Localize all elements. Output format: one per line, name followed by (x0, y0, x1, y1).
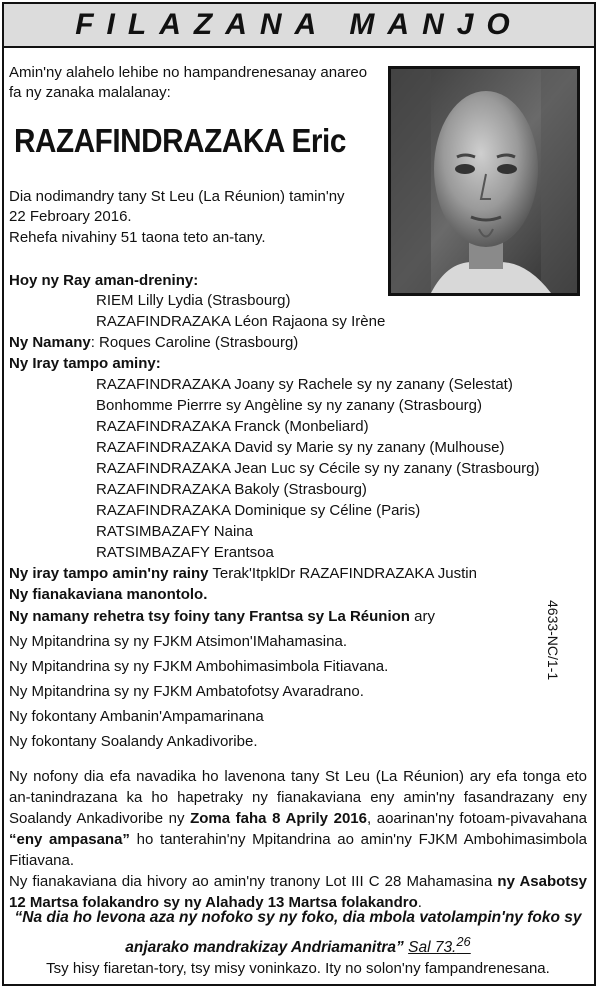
death-line-3: Rehefa nivahiny 51 taona teto an-tany. (9, 229, 266, 246)
announcement-text-4: Ny fianakaviana dia hivory ao amin'ny tranony Lot III C 28 Mahamasina (9, 873, 498, 890)
sibling-name: RAZAFINDRAZAKA David sy Marie sy ny zanany (Mulhouse) (96, 439, 505, 456)
announcement-text-2: , aoarinan'ny fotoam-pivavahana (366, 810, 587, 827)
announcement-paragraph (9, 766, 587, 913)
obituary-title: FILAZANA MANJO (4, 4, 594, 48)
intro-line-1: Amin'ny alahelo lehibe no hampandrenesanay anareo (9, 64, 368, 81)
sibling-name: RAZAFINDRAZAKA Jean Luc sy Cécile sy ny zanany (Strasbourg) (96, 460, 540, 477)
announcement-gathering: ny Asabotsy 12 Martsa folakandro sy ny Alahady 13 Martsa folakandro (9, 873, 587, 911)
spouse-line (9, 332, 298, 353)
quote-reference (408, 934, 471, 957)
announcement-text-3: ho tanterahin'ny Mpitandrina ao amin'ny FJKM Ambohimasimbola Fitiavana. (9, 831, 588, 869)
church-line: Ny Mpitandrina sy ny FJKM Atsimon'IMahamasina. (9, 633, 347, 650)
quote-verse: 26 (456, 934, 471, 949)
church-line: Ny Mpitandrina sy ny FJKM Ambohimasimbola Fitiavana. (9, 658, 389, 675)
church-line: Ny Mpitandrina sy ny FJKM Ambatofotsy Avaradrano. (9, 683, 364, 700)
sibling-name: RAZAFINDRAZAKA Dominique sy Céline (Paris) (96, 502, 421, 519)
bible-quote (9, 906, 587, 960)
friends-rest: ary (409, 608, 435, 625)
deceased-name: RAZAFINDRAZAKA Eric (14, 122, 346, 159)
quote-text: “Na dia ho levona aza ny nofoko sy ny foko, dia mbola vatolampin'ny foko sy anjarako mandrakizay Andriamanitra” (14, 909, 582, 957)
father-siblings-heading: Ny iray tampo amin'ny rainy (9, 565, 209, 582)
parent-name: RAZAFINDRAZAKA Léon Rajaona sy Irène (96, 313, 386, 330)
sibling-name: RATSIMBAZAFY Erantsoa (96, 544, 274, 561)
father-siblings-line (9, 563, 477, 584)
deceased-photo (388, 66, 580, 296)
siblings-heading: Ny Iray tampo aminy: (9, 355, 161, 372)
death-line-2: 22 Febroary 2016. (9, 208, 132, 225)
sibling-name: RAZAFINDRAZAKA Franck (Monbeliard) (96, 418, 369, 435)
spouse-heading: Ny Namany (9, 334, 91, 351)
announcement-text-5: . (417, 894, 422, 911)
reference-code: 4633-NC/1-1 (545, 600, 561, 681)
spouse-name: : Roques Caroline (Strasbourg) (90, 334, 299, 351)
sibling-name: RAZAFINDRAZAKA Joany sy Rachele sy ny zanany (Selestat) (96, 376, 513, 393)
quote-ref: Sal 73. (408, 939, 457, 957)
death-line-1: Dia nodimandry tany St Leu (La Réunion) tamin'ny (9, 188, 345, 205)
parent-name: RIEM Lilly Lydia (Strasbourg) (96, 292, 291, 309)
church-line: Ny fokontany Soalandy Ankadivoribe. (9, 733, 258, 750)
announcement-date: Zoma faha 8 Aprily 2016 (190, 810, 367, 827)
intro-line-2: fa ny zanaka malalanay: (9, 84, 171, 101)
friends-heading: Ny namany rehetra tsy foiny tany Frantsa sy La Réunion (9, 608, 410, 625)
announcement-service: “eny ampasana” (9, 831, 130, 848)
sibling-name: RAZAFINDRAZAKA Bakoly (Strasbourg) (96, 481, 367, 498)
footer-note: Tsy hisy fiaretan-tory, tsy misy voninkazo. Ity no solon'ny fampandrenesana. (46, 960, 550, 977)
family-line: Ny fianakaviana manontolo. (9, 586, 208, 603)
father-siblings-name: Terak'ItpklDr RAZAFINDRAZAKA Justin (208, 565, 477, 582)
church-line: Ny fokontany Ambanin'Ampamarinana (9, 708, 264, 725)
friends-line (9, 606, 435, 627)
sibling-name: RATSIMBAZAFY Naina (96, 523, 253, 540)
parents-heading: Hoy ny Ray aman-dreniny: (9, 272, 199, 289)
sibling-name: Bonhomme Pierrre sy Angèline sy ny zanany (Strasbourg) (96, 397, 483, 414)
announcement-text-1: Ny nofony dia efa navadika ho lavenona tany St Leu (La Réunion) ary efa tonga eto an-tanindrazana ka ho hapetraky ny fianakaviana eny amin'ny fasandrazany eny Soalandy Ankadivoribe ny (9, 768, 587, 827)
